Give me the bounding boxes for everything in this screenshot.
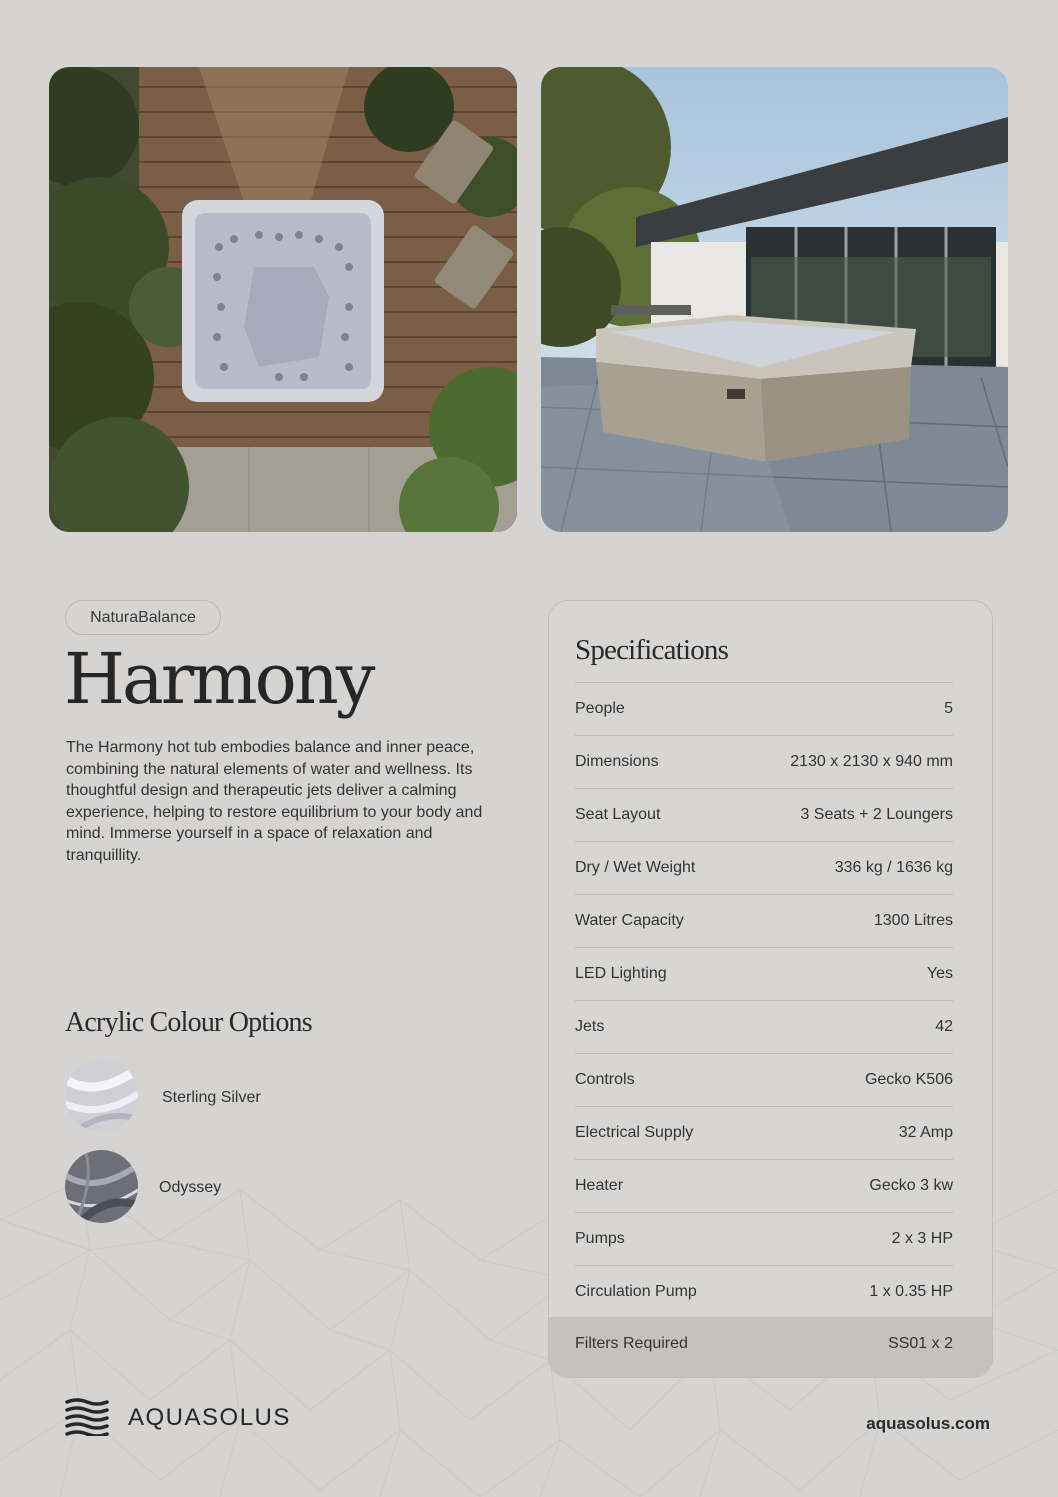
spec-row — [575, 1159, 953, 1212]
spec-label: Water Capacity — [575, 912, 684, 929]
spec-value: Gecko 3 kw — [869, 1177, 953, 1194]
website-link[interactable]: aquasolus.com — [866, 1414, 990, 1433]
spec-value: 1 x 0.35 HP — [869, 1283, 953, 1300]
aquasolus-logo-icon — [65, 1398, 109, 1436]
spec-label: LED Lighting — [575, 965, 667, 982]
spec-label: Heater — [575, 1177, 624, 1194]
spec-value: 5 — [944, 700, 953, 717]
spec-row — [575, 947, 953, 1000]
spec-label: Dry / Wet Weight — [575, 859, 696, 876]
spec-row-highlighted — [575, 1317, 953, 1370]
hot-tub-patio-photo — [541, 67, 1008, 532]
spec-label: Electrical Supply — [575, 1124, 694, 1141]
spec-value: 32 Amp — [898, 1124, 953, 1141]
spec-value: 3 Seats + 2 Loungers — [800, 806, 953, 823]
spec-label: Circulation Pump — [575, 1283, 697, 1300]
product-title: Harmony — [64, 638, 373, 720]
odyssey-swatch — [65, 1150, 138, 1223]
collection-tag: NaturaBalance — [65, 600, 221, 635]
specifications-title: Specifications — [575, 634, 729, 666]
spec-row — [575, 1212, 953, 1265]
specifications-panel — [548, 600, 993, 1378]
spec-value: 2130 x 2130 x 940 mm — [790, 753, 953, 770]
specifications-table — [575, 682, 953, 1318]
spec-label: Jets — [575, 1018, 605, 1035]
colour-option-label: Sterling Silver — [162, 1089, 261, 1106]
spec-row — [575, 841, 953, 894]
spec-label: Filters Required — [575, 1334, 688, 1352]
spec-value: Gecko K506 — [864, 1071, 953, 1088]
spec-label: Pumps — [575, 1230, 625, 1247]
spec-row — [575, 1053, 953, 1106]
brand-name: AQUASOLUS — [128, 1404, 291, 1431]
colour-options-title: Acrylic Colour Options — [65, 1007, 312, 1038]
spec-row — [575, 735, 953, 788]
spec-value: 336 kg / 1636 kg — [834, 859, 953, 876]
sterling-silver-swatch — [65, 1059, 138, 1132]
spec-value: Yes — [926, 965, 953, 982]
spec-value: SS01 x 2 — [888, 1334, 953, 1352]
spec-row — [575, 1106, 953, 1159]
spec-label: Seat Layout — [575, 806, 661, 823]
product-description: The Harmony hot tub embodies balance and inner peace, combining the natural elements of water and wellness. Its thoughtful design and therapeutic jets deliver a calming experience, helping to restore equilibrium to your body and mind. Immerse yourself in a space of relaxation and tranquillity. — [66, 739, 483, 864]
colour-option-label: Odyssey — [159, 1179, 222, 1196]
spec-row — [575, 894, 953, 947]
spec-row — [575, 1317, 953, 1370]
spec-value: 2 x 3 HP — [891, 1230, 953, 1247]
spec-row — [575, 1000, 953, 1053]
hot-tub-top-view-photo — [49, 67, 517, 532]
spec-row — [575, 682, 953, 735]
spec-row — [575, 1265, 953, 1318]
spec-value: 42 — [935, 1018, 953, 1035]
spec-label: People — [575, 700, 625, 717]
spec-row — [575, 788, 953, 841]
spec-label: Dimensions — [575, 753, 659, 770]
spec-label: Controls — [575, 1071, 635, 1088]
spec-value: 1300 Litres — [873, 912, 953, 929]
